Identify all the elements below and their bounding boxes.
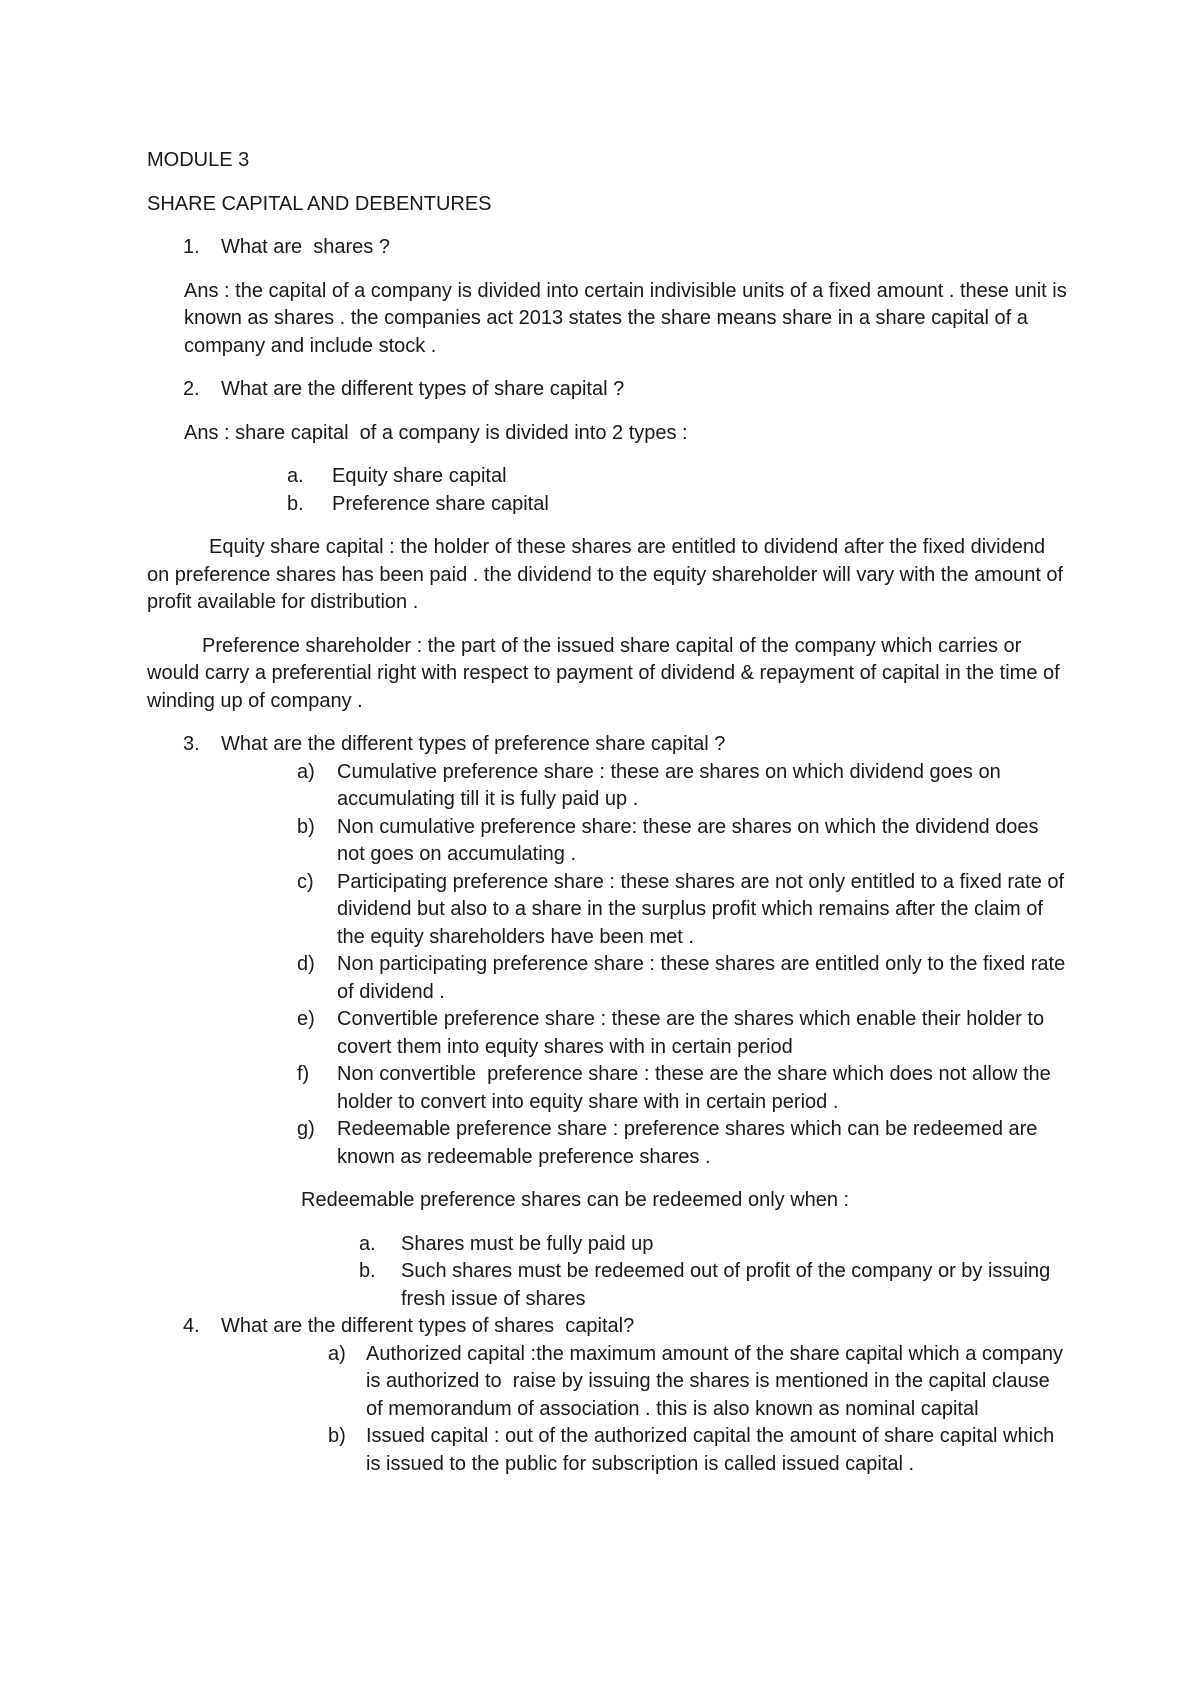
preference-types-list <box>147 759 1071 1172</box>
list-marker: a. <box>359 1232 376 1255</box>
list-item <box>147 1231 1067 1259</box>
document-content <box>147 147 1073 1478</box>
list-item <box>221 1341 1067 1424</box>
question-number: 1. <box>183 236 200 258</box>
question-number: 4. <box>183 1315 200 1337</box>
list-item-text: Such shares must be redeemed out of profit of the company or by issuing fresh issue of shares <box>401 1260 1056 1310</box>
share-capital-kinds-list <box>147 1341 1067 1479</box>
list-marker: d) <box>297 953 315 975</box>
preference-share-paragraph: Preference shareholder : the part of the issued share capital of the company which carries or would carry a preferential right with respect to payment of dividend & repayment of capital in the time of winding up of company . <box>147 634 1066 712</box>
module-title: MODULE 3 <box>147 149 250 171</box>
question-3 <box>147 731 1067 759</box>
share-capital-types-list <box>147 463 1067 518</box>
redeem-conditions-list <box>147 1231 1067 1314</box>
list-item <box>221 1423 1067 1478</box>
question-text: What are the different types of share capital ? <box>221 378 625 400</box>
list-item-text: Equity share capital <box>332 465 507 487</box>
list-marker: a. <box>287 465 304 487</box>
list-marker: b. <box>287 492 304 515</box>
list-item-text: Non participating preference share : these shares are entitled only to the fixed rate of dividend . <box>337 953 1071 1003</box>
equity-share-paragraph: Equity share capital : the holder of these shares are entitled to dividend after the fixed dividend on preference shares has been paid . the dividend to the equity shareholder will vary with the amount of profit available for distribution . <box>147 536 1069 613</box>
answer-2-intro: Ans : share capital of a company is divided into 2 types : <box>184 421 688 444</box>
list-marker: b. <box>359 1260 376 1282</box>
list-item-text: Redeemable preference share : preference shares which can be redeemed are known as redeemable preference shares . <box>337 1118 1043 1168</box>
answer-1: Ans : the capital of a company is divided into certain indivisible units of a fixed amount . these unit is known as shares . the companies act 2013 states the share means share in a share capital of a company and include stock . <box>184 279 1073 357</box>
list-marker: g) <box>297 1118 315 1140</box>
list-item-text: Issued capital : out of the authorized capital the amount of share capital which is issued to the public for subscription is called issued capital . <box>366 1425 1060 1475</box>
list-marker: e) <box>297 1008 315 1030</box>
question-1 <box>147 234 1067 262</box>
list-marker: a) <box>297 760 315 783</box>
chapter-title: SHARE CAPITAL AND DEBENTURES <box>147 192 492 215</box>
question-text: What are the different types of preference share capital ? <box>221 733 726 755</box>
list-item <box>147 491 1067 519</box>
question-number: 2. <box>183 378 200 400</box>
list-item-text: Convertible preference share : these are the shares which enable their holder to covert them into equity shares with in certain period <box>337 1008 1050 1058</box>
list-item <box>221 1116 1067 1171</box>
list-item <box>147 463 1067 491</box>
list-marker: b) <box>328 1425 346 1447</box>
list-item-text: Non cumulative preference share: these are shares on which the dividend does not goes on accumulating . <box>337 815 1045 865</box>
list-item <box>221 951 1071 1006</box>
question-number: 3. <box>183 733 200 755</box>
list-item <box>221 869 1070 952</box>
question-4 <box>147 1313 1067 1341</box>
redeemable-intro: Redeemable preference shares can be redeemed only when : <box>301 1189 850 1211</box>
list-item-text: Preference share capital <box>332 492 549 515</box>
list-item <box>221 814 1067 869</box>
list-marker: f) <box>297 1063 310 1085</box>
list-item-text: Shares must be fully paid up <box>401 1232 654 1255</box>
list-item <box>147 1258 1067 1313</box>
question-text: What are the different types of shares capital? <box>221 1315 635 1337</box>
list-item <box>221 1006 1067 1061</box>
list-item-text: Participating preference share : these shares are not only entitled to a fixed rate of dividend but also to a share in the surplus profit which remains after the claim of the equity shareholders have been met . <box>337 870 1070 948</box>
question-2 <box>147 376 1067 404</box>
list-item-text: Cumulative preference share : these are shares on which dividend goes on accumulating till it is fully paid up . <box>337 760 1007 810</box>
list-marker: b) <box>297 815 315 838</box>
list-item <box>221 1061 1067 1116</box>
question-text: What are shares ? <box>221 236 390 258</box>
list-item <box>221 759 1067 814</box>
list-item-text: Non convertible preference share : these are the share which does not allow the holder to convert into equity share with in certain period . <box>337 1063 1057 1113</box>
list-item-text: Authorized capital :the maximum amount of the share capital which a company is authorized to raise by issuing the shares is mentioned in the capital clause of memorandum of association . this is also known as nominal capital <box>366 1342 1069 1420</box>
list-marker: a) <box>328 1342 346 1365</box>
list-marker: c) <box>297 870 314 893</box>
